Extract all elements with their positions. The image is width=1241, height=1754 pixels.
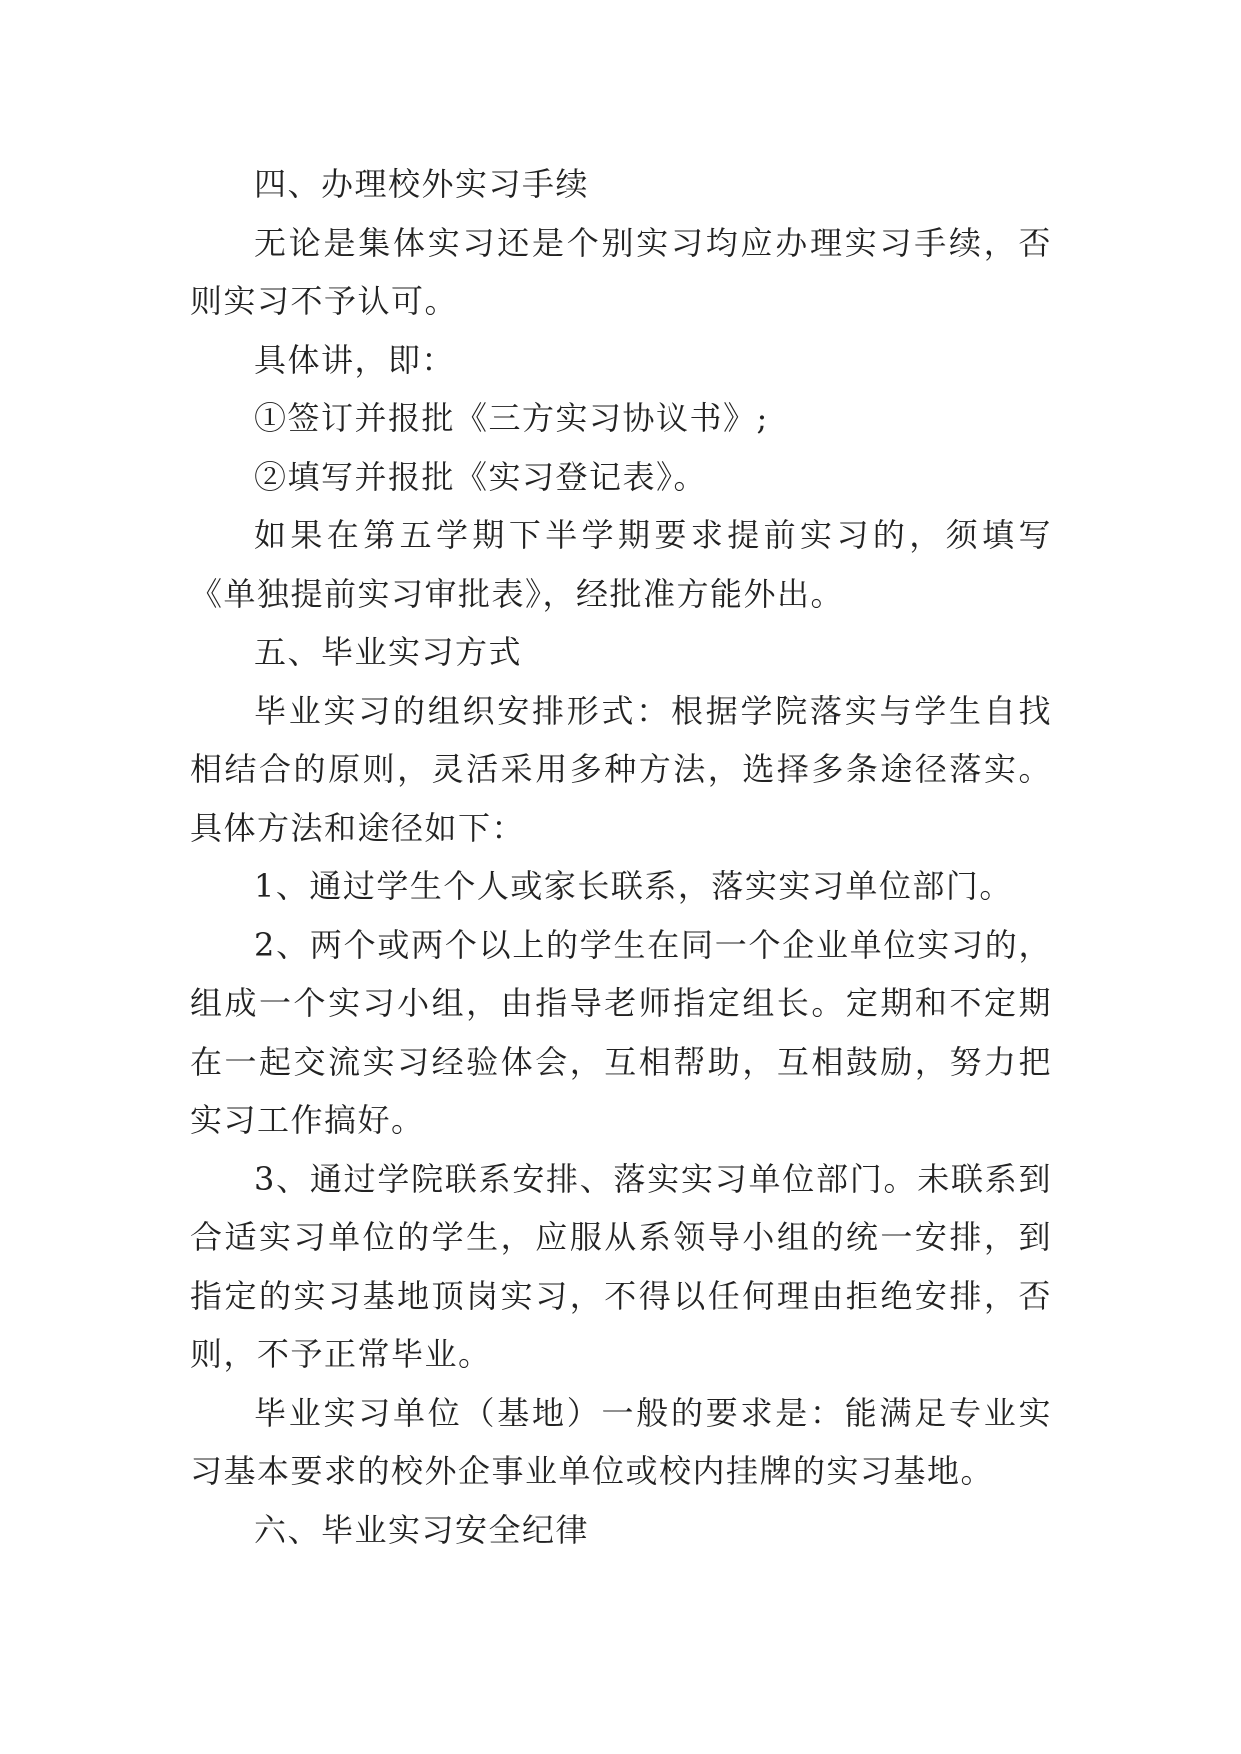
paragraph-unit-requirements: 毕业实习单位（基地）一般的要求是：能满足专业实习基本要求的校外企事业单位或校内挂牌的实习基地。 — [190, 1393, 1052, 1490]
paragraph-organization-form: 毕业实习的组织安排形式：根据学院落实与学生自找相结合的原则，灵活采用多种方法，选择多条途径落实。具体方法和途径如下： — [190, 691, 1052, 847]
method-item-1: 1、通过学生个人或家长联系，落实实习单位部门。 — [254, 867, 1013, 905]
section-heading-6: 六、毕业实习安全纪律 — [254, 1510, 590, 1549]
document-body — [190, 155, 1052, 1559]
list-item-2: ②填写并报批《实习登记表》。 — [254, 457, 708, 496]
paragraph-early-internship: 如果在第五学期下半学期要求提前实习的，须填写《单独提前实习审批表》，经批准方能外出。 — [190, 516, 1052, 613]
list-item-1: ①签订并报批《三方实习协议书》; — [254, 399, 769, 437]
section-heading-5: 五、毕业实习方式 — [254, 633, 523, 671]
paragraph-procedure-requirement: 无论是集体实习还是个别实习均应办理实习手续，否则实习不予认可。 — [190, 223, 1052, 320]
method-item-2: 2、两个或两个以上的学生在同一个企业单位实习的，组成一个实习小组，由指导老师指定组长。定期和不定期在一起交流实习经验体会，互相帮助，互相鼓励，努力把实习工作搞好。 — [190, 925, 1052, 1139]
section-heading-4: 四、办理校外实习手续 — [254, 165, 590, 203]
paragraph-specifics-intro: 具体讲，即： — [254, 340, 456, 379]
method-item-3: 3、通过学院联系安排、落实实习单位部门。未联系到合适实习单位的学生，应服从系领导小组的统一安排，到指定的实习基地顶岗实习，不得以任何理由拒绝安排，否则，不予正常毕业。 — [190, 1159, 1052, 1373]
